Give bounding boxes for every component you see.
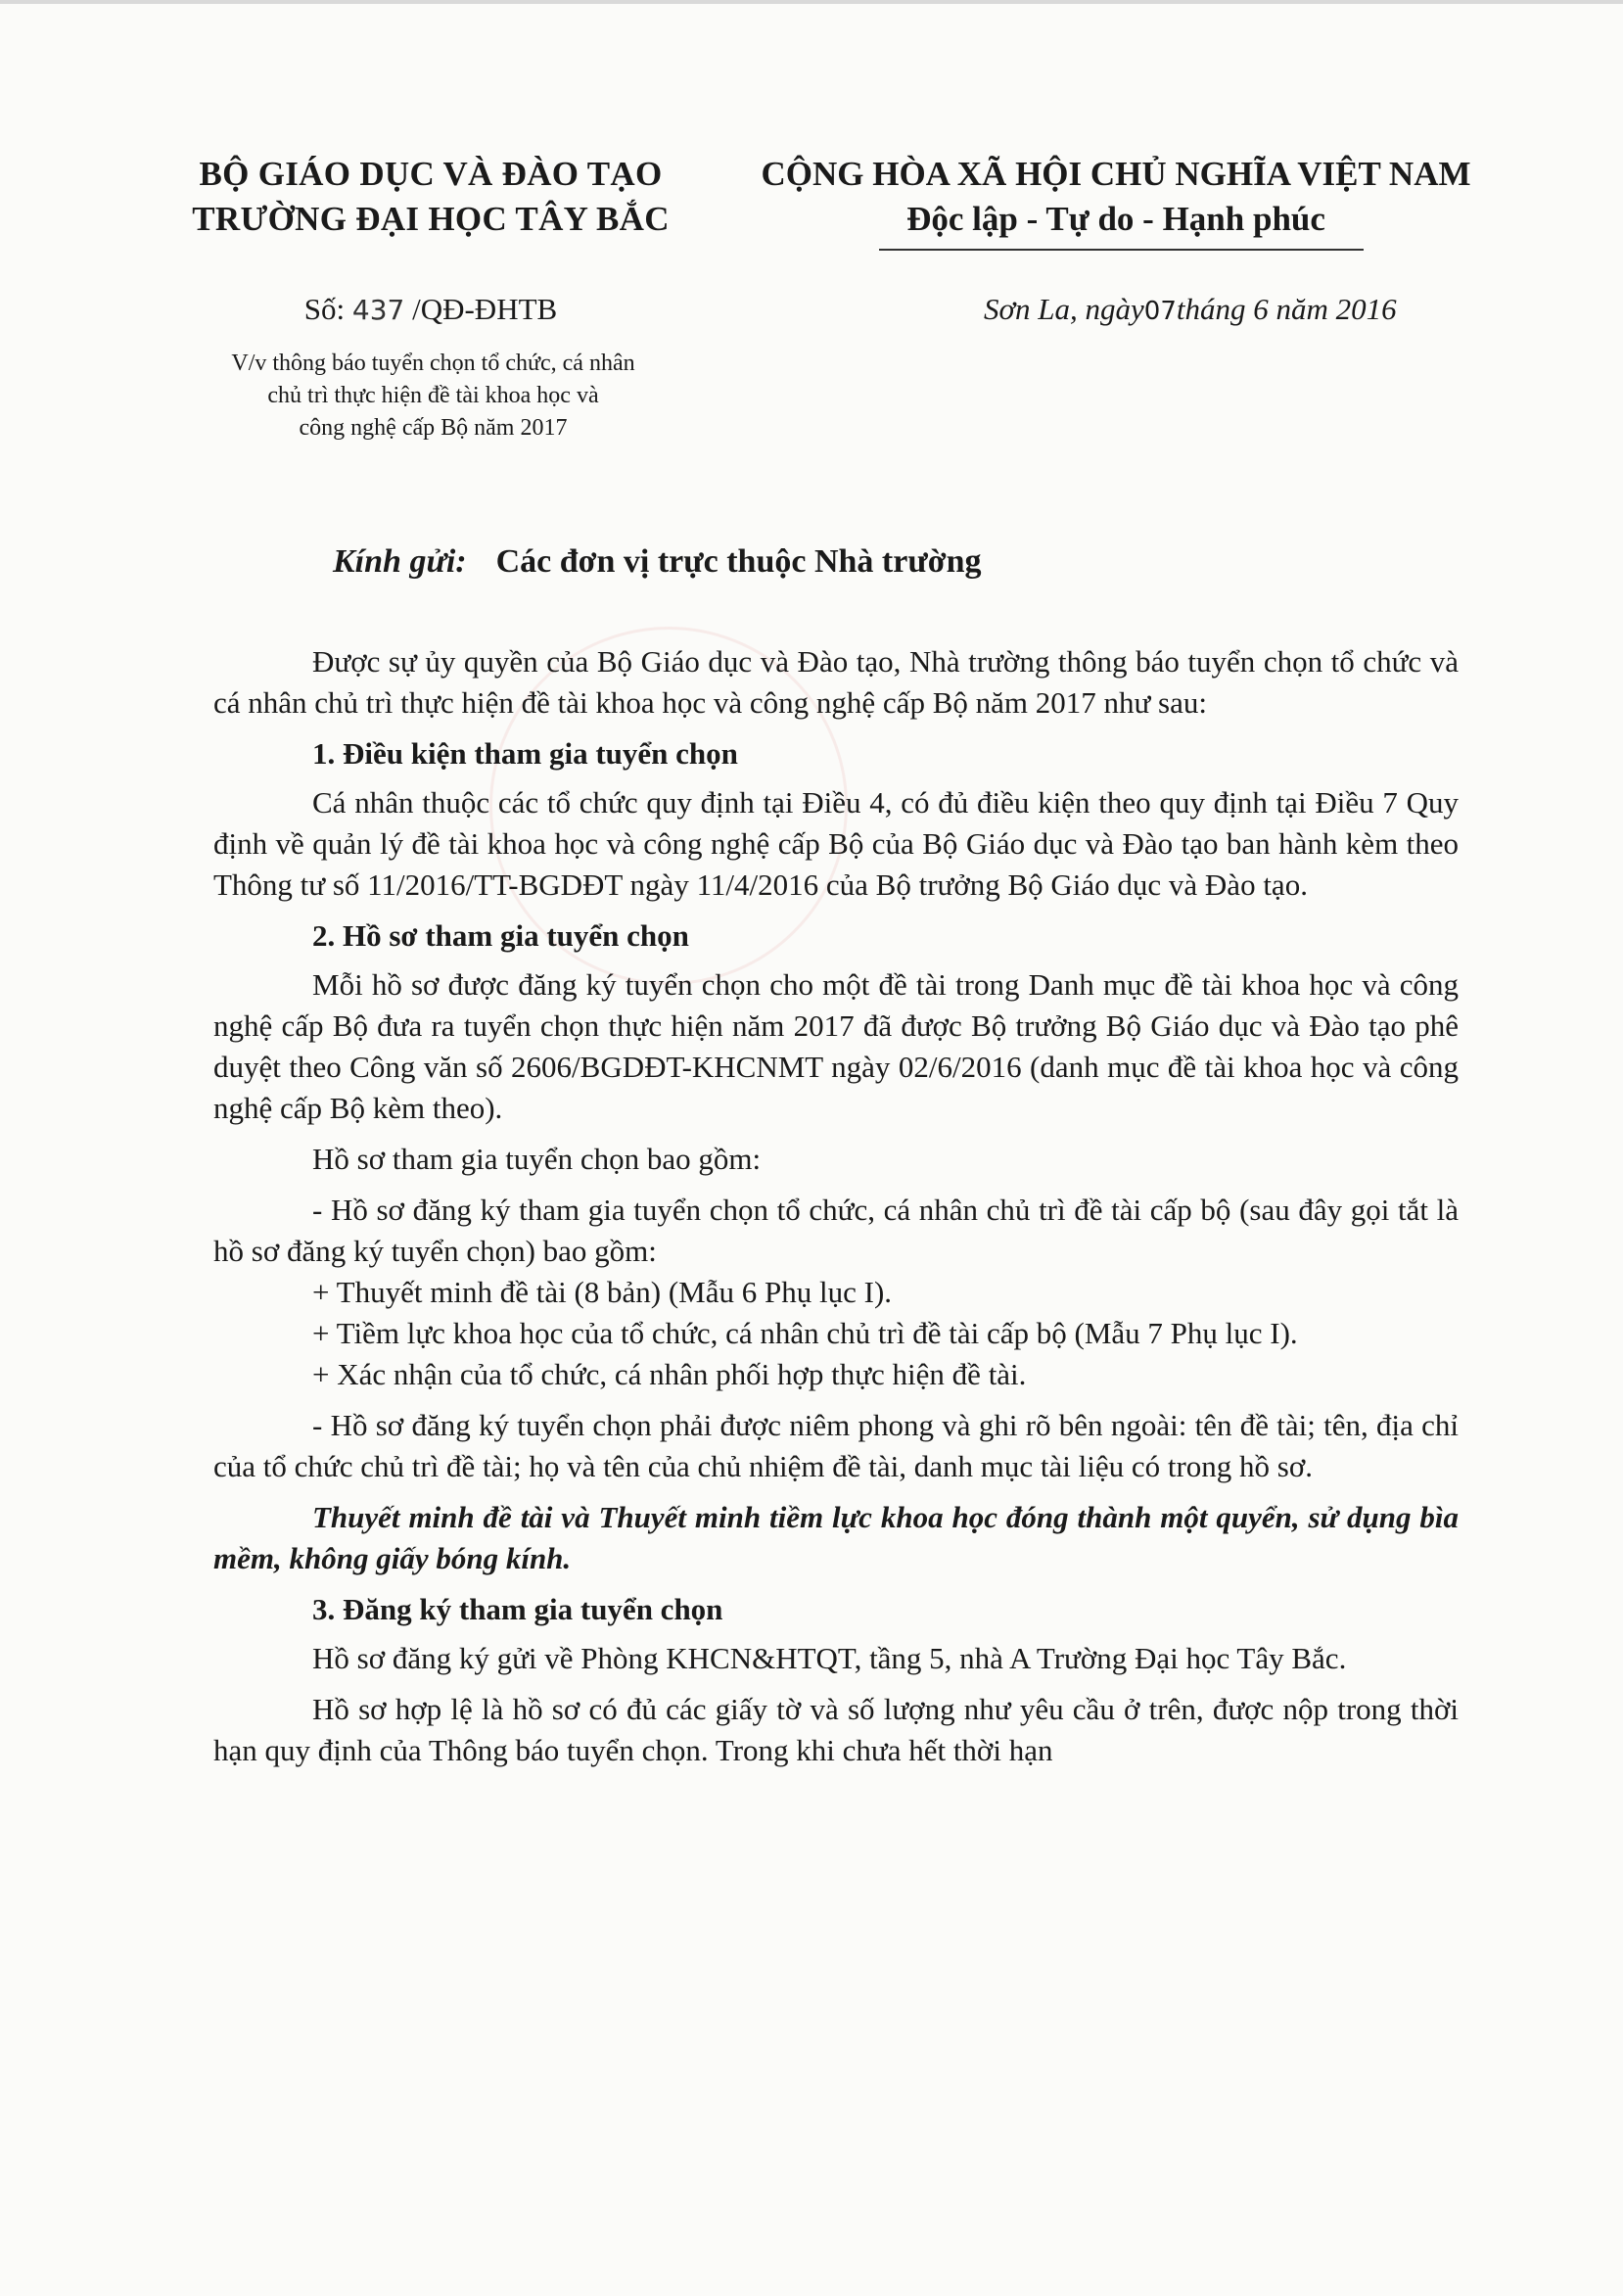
section-3-text: Hồ sơ đăng ký gửi về Phòng KHCN&HTQT, tầng 5, nhà A Trường Đại học Tây Bắc. (312, 1641, 1347, 1675)
date-line (984, 292, 1397, 327)
subject-block (166, 348, 700, 445)
section-2-subitem: + Thuyết minh đề tài (8 bản) (Mẫu 6 Phụ lục I). (312, 1275, 893, 1309)
doc-number-suffix: /QĐ-ĐHTB (412, 292, 558, 326)
subject-line: V/v thông báo tuyển chọn tổ chức, cá nhân (231, 351, 635, 376)
section-3-text: Hồ sơ hợp lệ là hồ sơ có đủ các giấy tờ và số lượng như yêu cầu ở trên, được nộp trong thời hạn quy định của Thông báo tuyển chọn. Trong khi chưa hết thời hạn (213, 1692, 1459, 1767)
section-3-title: 3. Đăng ký tham gia tuyển chọn (312, 1592, 723, 1626)
section-2-item: - Hồ sơ đăng ký tuyển chọn phải được niêm phong và ghi rõ bên ngoài: tên đề tài; tên, địa chỉ của tổ chức chủ trì đề tài; họ và tên của chủ nhiệm đề tài, danh mục tài liệu có trong hồ sơ. (213, 1408, 1459, 1483)
ministry-name: BỘ GIÁO DỤC VÀ ĐÀO TẠO (199, 155, 663, 193)
recipient-label: Kính gửi: (333, 543, 467, 580)
document-number (166, 292, 695, 327)
national-motto (729, 152, 1503, 242)
doc-number-handwritten: 437 (351, 294, 405, 326)
university-name: TRƯỜNG ĐẠI HỌC TÂY BẮC (192, 200, 670, 238)
subject-line: chủ trì thực hiện đề tài khoa học và (267, 383, 599, 408)
recipient-line (333, 543, 981, 581)
section-2-title: 2. Hồ sơ tham gia tuyển chọn (312, 918, 689, 953)
issuing-agency (166, 152, 695, 242)
date-before: Sơn La, ngày (984, 292, 1144, 326)
section-2-subitem: + Xác nhận của tổ chức, cá nhân phối hợp thực hiện đề tài. (312, 1357, 1027, 1391)
date-after: tháng 6 năm 2016 (1176, 292, 1397, 326)
section-2-includes: Hồ sơ tham gia tuyển chọn bao gồm: (312, 1142, 762, 1176)
motto: Độc lập - Tự do - Hạnh phúc (906, 200, 1325, 238)
document-body (213, 641, 1459, 1781)
intro-paragraph: Được sự ủy quyền của Bộ Giáo dục và Đào tạo, Nhà trường thông báo tuyển chọn tổ chức và cá nhân chủ trì thực hiện đề tài khoa học và công nghệ cấp Bộ năm 2017 như sau: (213, 644, 1459, 720)
section-2-item: - Hồ sơ đăng ký tham gia tuyển chọn tổ chức, cá nhân chủ trì đề tài cấp bộ (sau đây gọi tắt là hồ sơ đăng ký tuyển chọn) bao gồm: (213, 1193, 1459, 1268)
country-name: CỘNG HÒA XÃ HỘI CHỦ NGHĨA VIỆT NAM (761, 155, 1471, 193)
section-1-title: 1. Điều kiện tham gia tuyển chọn (312, 736, 738, 771)
section-2-subitem: + Tiềm lực khoa học của tổ chức, cá nhân chủ trì đề tài cấp bộ (Mẫu 7 Phụ lục I). (312, 1316, 1298, 1350)
section-1-text: Cá nhân thuộc các tổ chức quy định tại Điều 4, có đủ điều kiện theo quy định tại Điều 7 Quy định về quản lý đề tài khoa học và công nghệ cấp Bộ của Bộ Giáo dục và Đào tạo ban hành kèm theo Thông tư số 11/2016/TT-BGDĐT ngày 11/4/2016 của Bộ trưởng Bộ Giáo dục và Đào tạo. (213, 785, 1459, 902)
scan-edge (0, 0, 1623, 4)
subject-line: công nghệ cấp Bộ năm 2017 (299, 415, 568, 441)
recipient-value: Các đơn vị trực thuộc Nhà trường (495, 543, 982, 580)
date-day-handwritten: 07 (1143, 297, 1177, 326)
section-2-note: Thuyết minh đề tài và Thuyết minh tiềm lực khoa học đóng thành một quyển, sử dụng bìa mềm, không giấy bóng kính. (213, 1500, 1459, 1575)
section-2-text: Mỗi hồ sơ được đăng ký tuyển chọn cho một đề tài trong Danh mục đề tài khoa học và công nghệ cấp Bộ đưa ra tuyển chọn thực hiện năm 2017 đã được Bộ trưởng Bộ Giáo dục và Đào tạo phê duyệt theo Công văn số 2606/BGDĐT-KHCNMT ngày 02/6/2016 (danh mục đề tài khoa học và công nghệ cấp Bộ kèm theo). (213, 967, 1459, 1125)
doc-number-prefix: Số: (303, 292, 346, 326)
motto-underline (879, 249, 1364, 251)
